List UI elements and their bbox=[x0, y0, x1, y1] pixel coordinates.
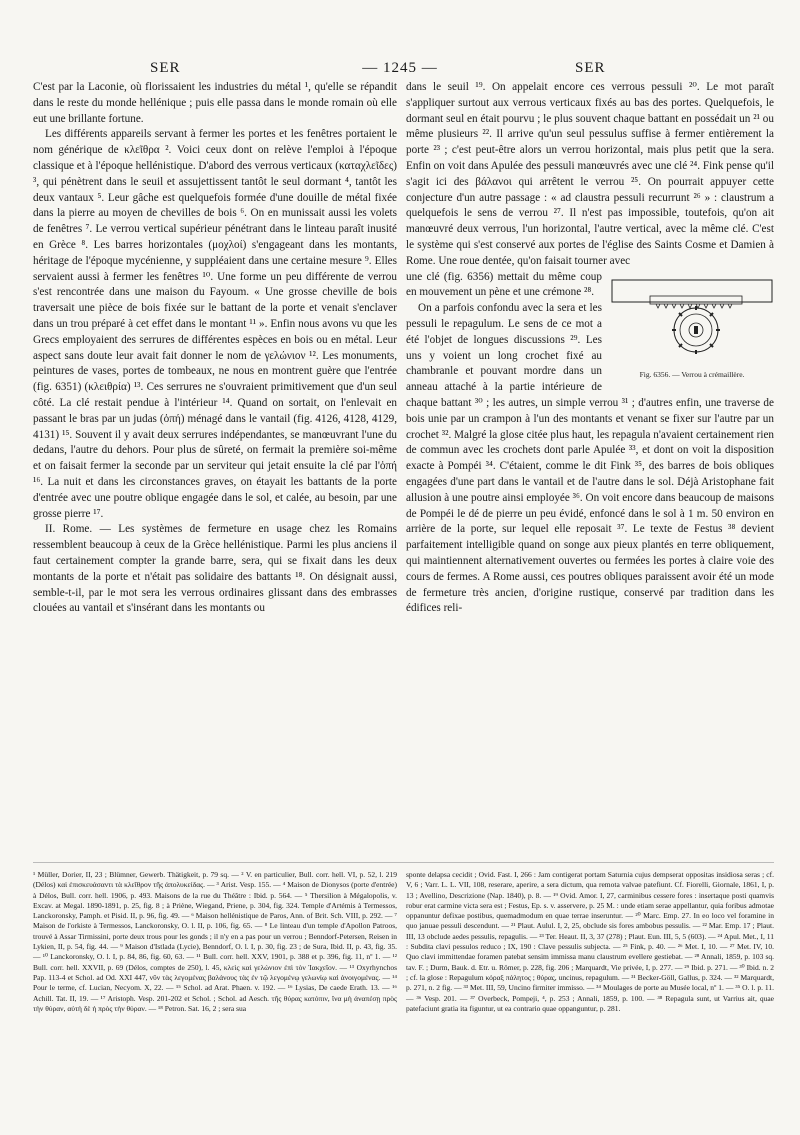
footnotes-right bbox=[406, 870, 774, 1014]
footnote-separator bbox=[33, 862, 774, 863]
paragraph: dans le seuil ¹⁹. On appelait encore ces verrous pessuli ²⁰. Le mot paraît s'appliquer surtout aux verrous verticaux fixés au bas des portes. Quelquefois, le dormant seul en était pourvu ; le plus souvent chaque battant en possédait un ²¹ ou même plusieurs ²². Il arrive qu'un seul pessulus suffise à fermer entièrement la porte ²³ ; c'est peut-être alors un verrou horizontal, mais plus petit que la sera. Enfin on voit dans Apulée des pessuli manœuvrés avec une clé ²⁴. Fink pense qu'il s'agit ici des βάλανοι qui arrêtent le verrou ²⁵. On pourrait appuyer cette conjecture d'un autre passage : « ad claustra pessuli recurrunt ²⁶ » : claustrum a quelquefois le sens de verrou ²⁷. Il n'est pas impossible, toutefois, qu'on ait manœuvré deux verrous, l'un horizontal, l'autre vertical, avec la même clé. C'est le système qui s'est conservé aux portes de l'église des Saints Cosme et Damien à Rome. Une roue dentée, qu'on faisait tourner avec bbox=[406, 81, 774, 267]
figure-6356 bbox=[610, 272, 774, 382]
gear-lock-illustration bbox=[610, 272, 774, 364]
footnote-block: ¹ Müller, Dorier, II, 23 ; Blümner, Gewerb. Thätigkeit, p. 79 sq. — ² V. en particulier, Bull. corr. hell. VI, p. 52, l. 219 (Délos) καὶ ἐπισκευάσαντι τὰ κλεῖθρον τῆς ἀπολυκείδας. — ³ Arist. Vesp. 155. — ⁴ Maison de Dionysos (porte d'entrée) à Délos, Bull. corr. hell. 1906, p. 493. Maisons de la rue du Théâtre : Ibid. p. 564. — ⁵ Thersilion à Mégalopolis, v. Excav. at Megal. 1890-1891, p. 25, fig. 8 ; à Priène, Wiegand, Priene, p. 304, fig. 324. Temple d'Artémis à Termessos, Lanckoronsky, Pamph. et Pisid. II, p. 96, fig. 49. — ⁶ Maison hellénistique de Paros, Ann. of Brit. Sch. VIII, p. 292. — ⁷ Maison de l'orkiste à Termessos, Lanckoronsky, O. l. II, p. 106, fig. 65. — ⁸ Le linteau d'un temple d'Apollon Patroos, trouvé à Assar Tirmissini, porte deux trous pour les gonds ; il n'y en a pas pour un verrou ; Benndorf-Petersen, Reisen in Lykien, II, p. 54, fig. 44. — ⁹ Maison d'Istlada (Lycie), Benndorf, O. l. I, p. 30, fig. 23 ; de Sura, Ibid. II, p. 43, fig. 35. — ¹⁰ Lanckoronsky, O. l. I, p. 84, 86, fig. 60, 63. — ¹¹ Bull. corr. hell. XXV, 1901, p. 388 et p. 396, fig. 11, nº 1. — ¹² Bull. corr. hell. XXVII, p. 69 (Délos, comptes de 250), l. 45, κλεὶς καὶ γελώνιον ἐπὶ τὸν Ἰακχεῖον. — ¹³ Oxyrhynchos Pap. 113-4 et Schol. ad Od. XXI 447, νῦν τὰς λεγομένας βαλάνους τὰς ἐν τῷ λεγομένῳ γελωνίῳ καὶ ἀνοιγομένας. — ¹⁴ Pour le terme, cf. Lucian, Necyom. X, 22. — ¹⁵ Schol. ad Arat. Phaen. v. 192. — ¹⁶ Lysias, De caede Erath. 13. — ¹⁶ Achill. Tat. II, 19. — ¹⁷ Aristoph. Vesp. 201-202 et Schol. ; Schol. ad Aesch. τῆς θύρας κατόπιν, ἵνα μὴ ἀναπέσῃ πρὸς τὴν θύραν, αὐτὴ δὲ ἡ πρὸς τὴν θύραν. — ¹⁸ Petron. Sat. 16, 2 ; sera sua bbox=[33, 870, 397, 1013]
footnote-block: sponte delapsa cecidit ; Ovid. Fast. I, 266 : Jam contigerat portam Saturnia cujus dempserat oppositas insidiosa seras ; cf. V, 6 ; Varr. L. L. VII, 108, reserare, aperire, a sera dictum, qua remota valvae patefiunt. Cf. Fiorelli, Giornale, 1861, I, p. 13 ; Avellino, Descrizione (Nap. 1840), p. 8. — ¹⁹ Ovid. Amor. I, 27, carminibus cessere fores : insertaque posti quamvis robur erat carmine victa sera est ; Festus, Ep. s. v. asservere, p. 25 M. : unde etiam serae appellantur, quia foribus admotae oppanuntur defixae postibus, quemadmodum en quae terrae inseruntur. — ²⁰ Marc. Emp. 27. In eo loco vel foramine in quo januae pessuli descendunt. — ²¹ Plaut. Aulul. I, 2, 25, obclude sis fores ambobus pessulis. — ²² Mar. Emp. 17 ; Plaut. III, 13 obclude aedes pessulis, repagulis. — ²³ Ter. Heaut. II, 3, 37 (278) ; Plaut. Eun. III, 5, 5 (603). — ²⁴ Apul. Met., I, 11 : Subdita clavi pessulos reduco ; IX, 190 : Clave pessulis subjecta. — ²⁵ Fink, p. 40. — ²⁶ Met. I, 10. — ²⁷ Met. IV, 10. Quo clavi immittendae foramen patebat sensim immissa manu claustrum evellere gestiebat. — ²⁸ Annali, 1859, p. 103 sq. tav. F. ; Durm, Bauk. d. Etr. u. Römer, p. 228, fig. 206 ; Marquardt, Vie privée, I, p. 277. — ²⁹ Ibid. p. 271. — ³⁰ Ibid. n. 2 ; cf. la glose : Repagulum κόραξ πάλητος ; θύρας, uncinus, repagulum. — ³¹ Becker-Göll, Gallus, p. 324. — ³² Marquardt, p. 271, n. 2 fig. — ³³ Met. III, 59, Uncino firmiter immisso. — ³⁴ Moulages de porte au Musée local, nº 1. — ³⁵ O. l. p. 11. — ³⁶ Vesp. 201. — ³⁷ Overbeck, Pompeji, ⁴, p. 253 ; Annali, 1859, p. 100. — ³⁸ Repagula sunt, ut Varrius ait, quae patefaciunt gratia ita figuntur, ut ea contrario quae oppanguntur, p. 281. bbox=[406, 870, 774, 1013]
page-number: — 1245 — bbox=[362, 60, 438, 76]
paragraph: une clé (fig. 6356) mettait du même coup en mouvement un pène et une crémone ²⁸. bbox=[406, 270, 602, 299]
paragraph: On a parfois confondu avec la sera et les pessuli le repagulum. Le sens de ce mot a été l'objet de longues discussions ²⁹. Les uns y voient un long crochet fixé au chambranle et pouvant mordre dans un anneau attaché à la partie intérieure de chaque battant ³⁰ ; les autres, un simple verrou ³¹ ; d'autres enfin, une traverse de bois unie par un crampon à l'un des montants et venant se fixer sur l'autre par un crochet ³². Malgré la glose citée plus haut, les repagula n'avaient certainement rien de commun avec les crochets dont parle Apulée ³³, et dont on voit la disposition exacte à Pompéi ³⁴. C'étaient, comme le dit Fink ³⁵, des barres de bois obliques engagées d'une part dans le vantail et de l'autre dans le sol. Déjà Aristophane fait allusion à une poutre ainsi employée ³⁶. On voit encore dans beaucoup de maisons de Pompéi le dé de pierre un peu évidé, enfoncé dans le sol à 1 m. 50 environ en arrière de la porte, sur lequel elle reposait ³⁷. Le texte de Festus ³⁸ devient parfaitement intelligible quand on songe aux pieux plantés en terre obliquement, qui maintiennent alternativement ouvertes ou fermées les portes à claire voie des cours de fermes. A Rome aussi, ces poutres obliques paraissent avoir été un mode de fermeture très ancien, d'origine rustique, conservé par tradition dans les édifices reli- bbox=[406, 302, 774, 615]
running-head-right: SER bbox=[575, 60, 606, 76]
left-column bbox=[33, 80, 397, 617]
paragraph: C'est par la Laconie, où florissaient les industries du métal ¹, qu'elle se répandit dans le reste du monde hellénique ; puis elle passa dans le monde romain où elle eut une brillante fortune. bbox=[33, 81, 397, 125]
paragraph: II. Rome. — Les systèmes de fermeture en usage chez les Romains ressemblent beaucoup à ceux de la Grèce hellénistique. Parmi les plus anciens il faut certainement compter la grande barre, sera, qui se fixait dans les deux montants de la porte et n'était pas solidaire des battants ¹⁸. On désignait aussi, semble-t-il, par le mot sera les verrous ordinaires glissant dans des embrasses clouées au vantail et s'insérant dans les montants ou bbox=[33, 523, 397, 615]
right-column bbox=[406, 80, 774, 617]
figure-caption: Fig. 6356. — Verrou à crémaillère. bbox=[639, 369, 745, 379]
footnotes-left bbox=[33, 870, 397, 1014]
running-head-left: SER bbox=[150, 60, 181, 76]
paragraph: Les différents appareils servant à fermer les portes et les fenêtres portaient le nom générique de κλεῖθρα ². Voici ceux dont on relève l'emploi à l'époque classique et à l'époque hellénistique. D'abord des verrous verticaux (καταχλεῖδες) ³, qui pénètrent dans le seuil et assujettissent tantôt le seul dormant ⁴, tantôt les deux vantaux ⁵. Leur gâche est quelquefois formée d'une douille de métal fixée dans la pierre au moyen de chevilles de bois ⁶. On en munissait aussi les volets de fenêtres ⁷. Le verrou vertical supérieur pénétrant dans le linteau paraît inusité en Grèce ⁸. Les barres horizontales (μοχλοί) s'engageant dans les montants, héritage de l'époque mycénienne, y suppléaient dans une certaine mesure ⁹. Elles servaient aussi à fermer les fenêtres ¹⁰. Une forme un peu différente de verrou s'est rencontrée dans une maison du Fayoum. « Une grosse cheville de bois traversait une pièce de bois fixée sur le battant de la porte et venait s'enclaver dans un trou préparé à cet effet dans le montant ¹¹ ». Enfin nous avons vu que les Grecs employaient des serrures de différentes espèces en bois ou en métal. Leur aspect sans doute leur avait fait donner le nom de γελώνιον ¹². Les monuments, peintures de vases, portes de tombeaux, ne nous en montrent guère que l'entrée (fig. 6351) (κλειθρία) ¹³. Ces serrures ne s'ouvraient primitivement que d'un seul côté. La clé restait pendue à l'intérieur ¹⁴. Quand on sortait, on l'enlevait en passant le bras par un judas (ὀπή) ménagé dans le vantail (fig. 4126, 4128, 4129, 4131) ¹⁵. Souvent il y avait deux serrures indépendantes, se manœuvrant l'une du dedans, l'autre du dehors. Pour plus de sûreté, on fermait la première soi-même et on faisait fermer la seconde par un serviteur qui jetait ensuite la clé par l'ὀπή ¹⁶. La nuit et dans les circonstances graves, on étayait les battants de la porte d'entrée avec une poutre oblique engagée dans le sol, et calée, au besoin, par une grosse pierre ¹⁷. bbox=[33, 128, 397, 520]
